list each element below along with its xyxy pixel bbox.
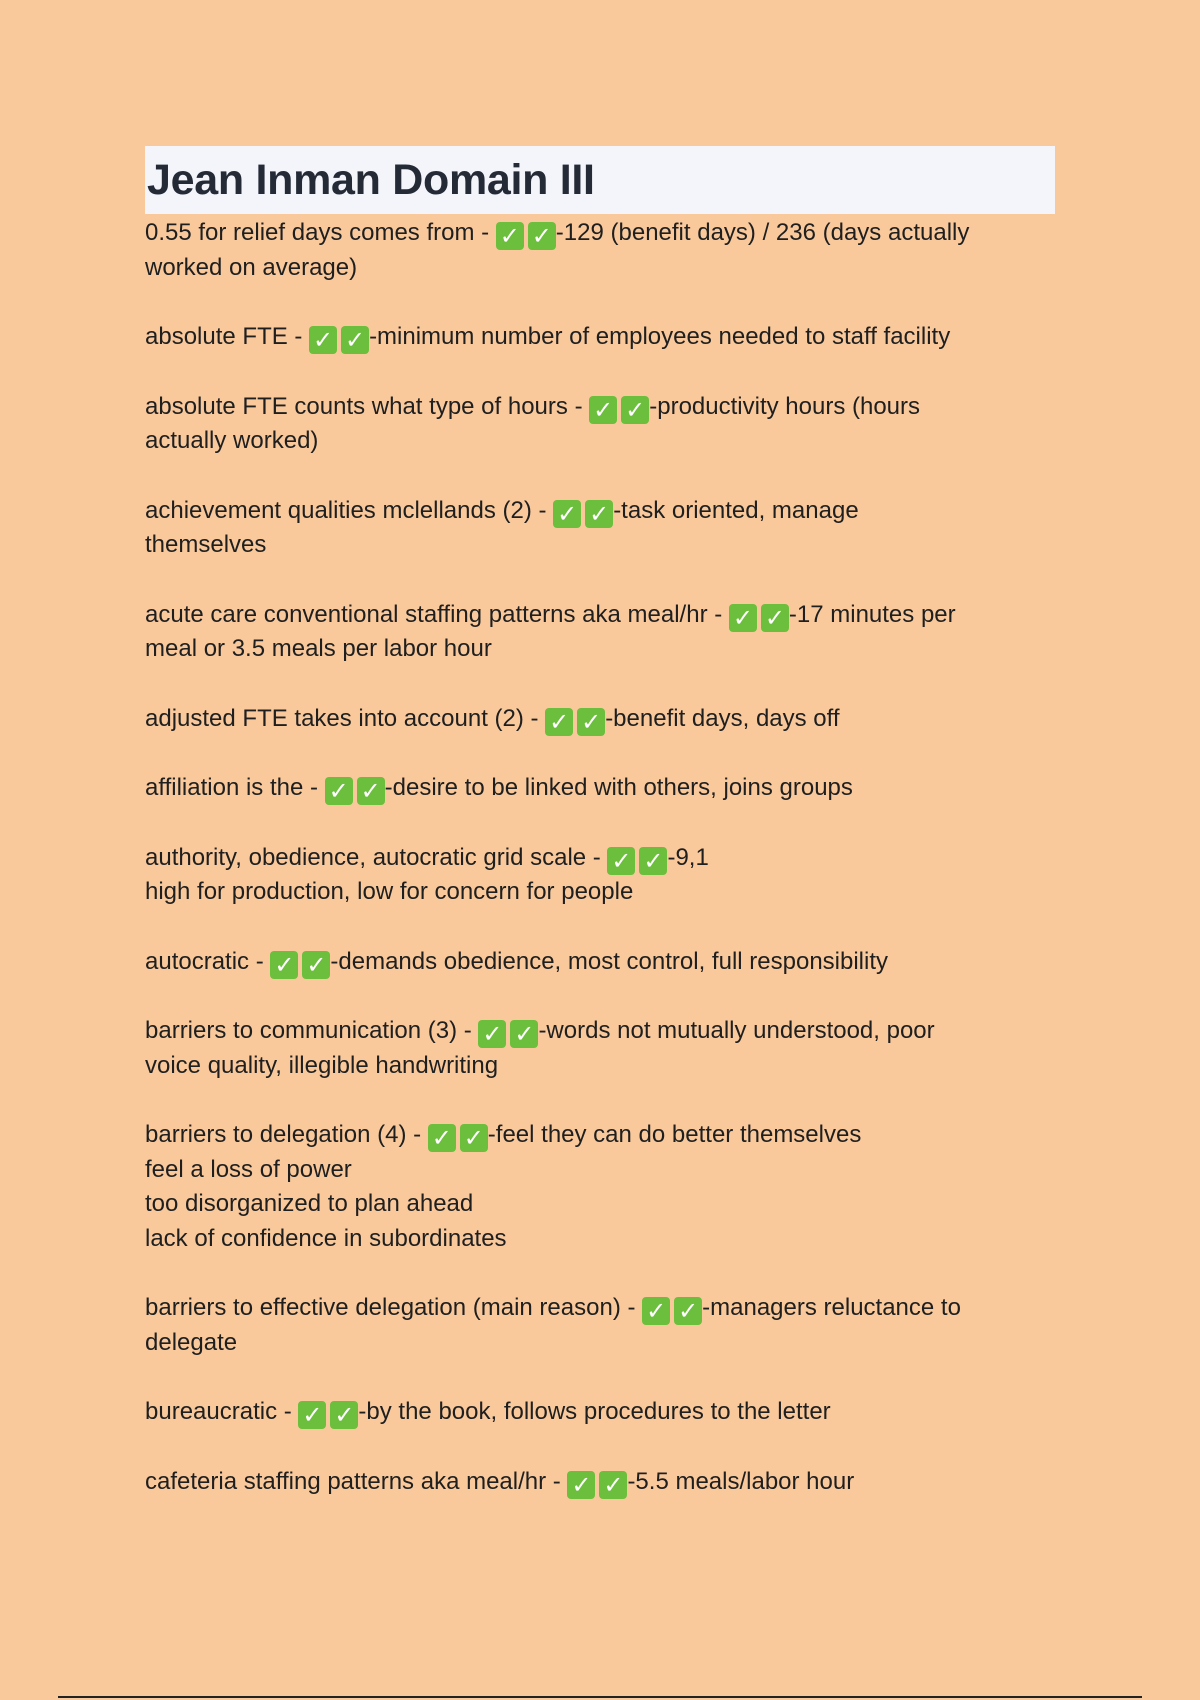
entry-definition: too disorganized to plan ahead bbox=[145, 1190, 474, 1217]
entry-definition: -managers reluctance to bbox=[702, 1294, 961, 1321]
entry-definition: -129 (benefit days) / 236 (days actually bbox=[555, 219, 970, 246]
entry-separator: - bbox=[303, 774, 325, 801]
entry-continuation-line bbox=[145, 632, 1055, 667]
entry-first-line bbox=[145, 320, 1055, 355]
entry-definition: high for production, low for concern for people bbox=[145, 878, 634, 905]
checkmark-icons bbox=[589, 393, 649, 424]
checkmark-icons bbox=[607, 844, 667, 875]
entry-separator: - bbox=[546, 1467, 568, 1495]
flashcard-entry bbox=[145, 390, 1055, 459]
entry-first-line bbox=[145, 1291, 1055, 1326]
white-check-mark-icon: ✓ bbox=[309, 326, 337, 354]
flashcard-entry bbox=[145, 1465, 1055, 1500]
entry-definition: -task oriented, manage bbox=[613, 496, 859, 524]
entry-continuation-line bbox=[145, 1153, 1055, 1188]
entry-separator: - bbox=[567, 392, 590, 420]
entry-definition: -17 minutes per bbox=[788, 600, 956, 628]
checkmark-icons bbox=[496, 219, 556, 250]
entry-continuation-line bbox=[145, 1326, 1055, 1361]
footer-divider bbox=[58, 1696, 1142, 1698]
entry-continuation-line bbox=[145, 251, 1055, 286]
entry-term: barriers to delegation (4) bbox=[145, 1121, 407, 1148]
entry-first-line bbox=[145, 945, 1055, 980]
entry-separator: - bbox=[707, 600, 729, 628]
entry-term: affiliation is the bbox=[145, 774, 304, 801]
checkmark-icons bbox=[545, 705, 605, 736]
title-bar bbox=[145, 146, 1055, 214]
white-check-mark-icon: ✓ bbox=[330, 1401, 358, 1429]
entry-term: bureaucratic bbox=[145, 1398, 278, 1425]
flashcard-entry bbox=[145, 771, 1055, 806]
entry-term: acute care conventional staffing patterns aka meal/hr bbox=[145, 600, 708, 628]
entry-continuation-line bbox=[145, 1049, 1055, 1084]
entry-term: barriers to communication (3) bbox=[145, 1017, 458, 1044]
entry-definition: -demands obedience, most control, full responsibility bbox=[330, 947, 889, 975]
white-check-mark-icon: ✓ bbox=[553, 500, 581, 528]
entry-term: achievement qualities mclellands (2) bbox=[145, 496, 532, 524]
white-check-mark-icon: ✓ bbox=[357, 777, 385, 805]
checkmark-icons bbox=[729, 601, 789, 632]
checkmark-icons bbox=[478, 1017, 538, 1048]
entry-separator: - bbox=[474, 219, 496, 246]
entry-separator: - bbox=[586, 843, 608, 871]
white-check-mark-icon: ✓ bbox=[674, 1297, 702, 1325]
entry-definition: -5.5 meals/labor hour bbox=[627, 1467, 855, 1495]
entry-definition: actually worked) bbox=[145, 427, 319, 454]
entry-separator: - bbox=[249, 947, 271, 975]
flashcard-entry bbox=[145, 1291, 1055, 1360]
entry-term: cafeteria staffing patterns aka meal/hr bbox=[145, 1467, 547, 1495]
checkmark-icons bbox=[553, 497, 613, 528]
white-check-mark-icon: ✓ bbox=[599, 1471, 627, 1499]
white-check-mark-icon: ✓ bbox=[460, 1124, 488, 1152]
white-check-mark-icon: ✓ bbox=[510, 1020, 538, 1048]
entry-first-line bbox=[145, 494, 1055, 529]
white-check-mark-icon: ✓ bbox=[428, 1124, 456, 1152]
white-check-mark-icon: ✓ bbox=[585, 500, 613, 528]
entry-definition: themselves bbox=[145, 531, 267, 558]
document-page bbox=[145, 146, 1055, 1534]
entry-definition: -benefit days, days off bbox=[605, 704, 840, 732]
white-check-mark-icon: ✓ bbox=[761, 604, 789, 632]
flashcard-entry bbox=[145, 1395, 1055, 1430]
white-check-mark-icon: ✓ bbox=[589, 396, 617, 424]
entry-term: 0.55 for relief days comes from bbox=[145, 219, 475, 246]
checkmark-icons bbox=[642, 1294, 702, 1325]
flashcard-entry bbox=[145, 1014, 1055, 1083]
entry-separator: - bbox=[406, 1121, 428, 1148]
flashcard-entry bbox=[145, 1118, 1055, 1256]
entry-definition: -minimum number of employees needed to staff facility bbox=[369, 323, 951, 350]
entry-continuation-line bbox=[145, 1222, 1055, 1257]
checkmark-icons bbox=[270, 948, 330, 979]
white-check-mark-icon: ✓ bbox=[270, 951, 298, 979]
entry-first-line bbox=[145, 390, 1055, 425]
white-check-mark-icon: ✓ bbox=[642, 1297, 670, 1325]
flashcard-entry bbox=[145, 598, 1055, 667]
entry-term: adjusted FTE takes into account (2) bbox=[145, 704, 524, 732]
entry-separator: - bbox=[457, 1017, 479, 1044]
white-check-mark-icon: ✓ bbox=[577, 708, 605, 736]
entry-definition: meal or 3.5 meals per labor hour bbox=[145, 635, 492, 662]
white-check-mark-icon: ✓ bbox=[478, 1020, 506, 1048]
flashcard-entry bbox=[145, 320, 1055, 355]
entry-term: barriers to effective delegation (main reason) bbox=[145, 1294, 621, 1321]
white-check-mark-icon: ✓ bbox=[298, 1401, 326, 1429]
white-check-mark-icon: ✓ bbox=[341, 326, 369, 354]
entry-definition: -by the book, follows procedures to the letter bbox=[358, 1398, 831, 1425]
entry-first-line bbox=[145, 1395, 1055, 1430]
entry-definition: -9,1 bbox=[667, 843, 709, 871]
entry-separator: - bbox=[287, 323, 310, 350]
entry-term: autocratic bbox=[145, 947, 250, 975]
flashcard-entry bbox=[145, 841, 1055, 910]
entry-definition: voice quality, illegible handwriting bbox=[145, 1051, 499, 1079]
white-check-mark-icon: ✓ bbox=[621, 396, 649, 424]
entry-term: authority, obedience, autocratic grid scale bbox=[145, 843, 587, 871]
entry-separator: - bbox=[523, 704, 546, 732]
entry-first-line bbox=[145, 702, 1055, 737]
entry-first-line bbox=[145, 216, 1055, 251]
entry-definition: -feel they can do better themselves bbox=[487, 1121, 862, 1148]
page-title: Jean Inman Domain III bbox=[147, 155, 595, 204]
entry-definition: feel a loss of power bbox=[145, 1155, 352, 1183]
checkmark-icons bbox=[567, 1468, 627, 1499]
white-check-mark-icon: ✓ bbox=[496, 222, 524, 250]
checkmark-icons bbox=[309, 323, 369, 354]
entry-continuation-line bbox=[145, 875, 1055, 910]
white-check-mark-icon: ✓ bbox=[545, 708, 573, 736]
entry-first-line bbox=[145, 1014, 1055, 1049]
entry-first-line bbox=[145, 1118, 1055, 1153]
checkmark-icons bbox=[428, 1121, 488, 1152]
flashcard-entry bbox=[145, 494, 1055, 563]
checkmark-icons bbox=[298, 1398, 358, 1429]
entry-separator: - bbox=[531, 496, 554, 524]
entry-first-line bbox=[145, 771, 1055, 806]
entry-first-line bbox=[145, 1465, 1055, 1500]
checkmark-icons bbox=[325, 774, 385, 805]
entry-definition: -desire to be linked with others, joins groups bbox=[384, 774, 853, 801]
flashcard-entry bbox=[145, 216, 1055, 285]
entry-continuation-line bbox=[145, 1187, 1055, 1222]
entry-definition: worked on average) bbox=[145, 253, 358, 281]
white-check-mark-icon: ✓ bbox=[567, 1471, 595, 1499]
flashcard-entry bbox=[145, 945, 1055, 980]
entry-continuation-line bbox=[145, 528, 1055, 563]
entry-definition: lack of confidence in subordinates bbox=[145, 1224, 507, 1252]
white-check-mark-icon: ✓ bbox=[639, 847, 667, 875]
white-check-mark-icon: ✓ bbox=[607, 847, 635, 875]
entry-term: absolute FTE counts what type of hours bbox=[145, 392, 568, 420]
entry-definition: delegate bbox=[145, 1328, 238, 1356]
entry-separator: - bbox=[277, 1398, 299, 1425]
white-check-mark-icon: ✓ bbox=[302, 951, 330, 979]
entry-separator: - bbox=[620, 1294, 643, 1321]
white-check-mark-icon: ✓ bbox=[729, 604, 757, 632]
entry-term: absolute FTE bbox=[145, 323, 288, 350]
entry-first-line bbox=[145, 598, 1055, 633]
flashcard-entry bbox=[145, 702, 1055, 737]
white-check-mark-icon: ✓ bbox=[528, 222, 556, 250]
white-check-mark-icon: ✓ bbox=[325, 777, 353, 805]
flashcard-list bbox=[145, 216, 1055, 1499]
entry-definition: -productivity hours (hours bbox=[649, 392, 921, 420]
entry-continuation-line bbox=[145, 424, 1055, 459]
entry-definition: -words not mutually understood, poor bbox=[538, 1017, 935, 1044]
entry-first-line bbox=[145, 841, 1055, 876]
